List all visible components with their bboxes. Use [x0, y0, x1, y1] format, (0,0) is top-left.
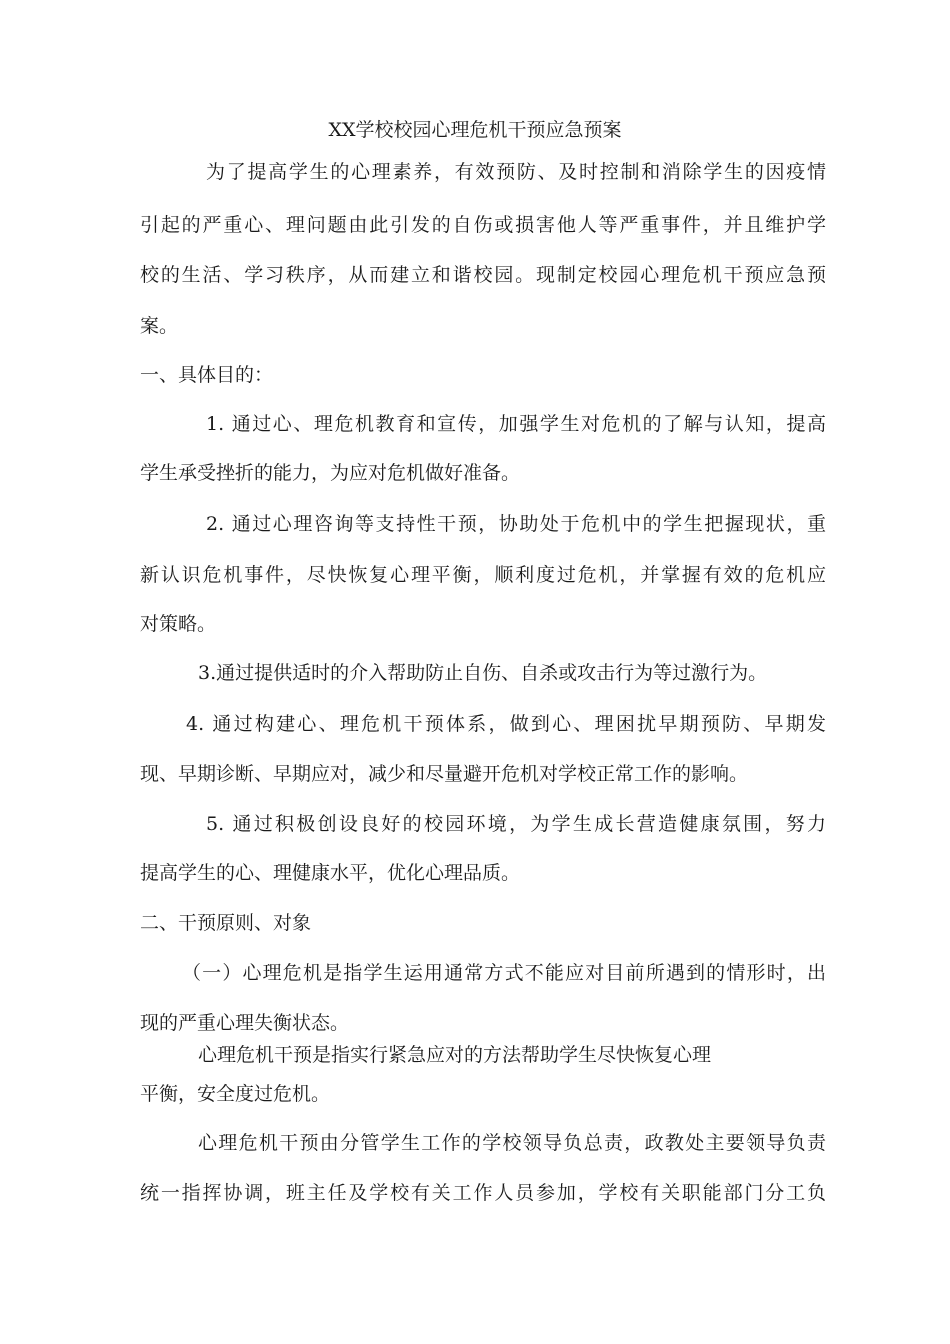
paragraph-line: 引起的严重心、理问题由此引发的自伤或损害他人等严重事件，并且维护学: [140, 214, 826, 236]
paragraph-line: 2. 通过心理咨询等支持性干预，协助处于危机中的学生把握现状，重: [206, 513, 826, 535]
paragraph-line: 5. 通过积极创设良好的校园环境，为学生成长营造健康氛围，努力: [206, 813, 826, 835]
paragraph-line: 平衡，安全度过危机。: [140, 1083, 331, 1105]
section-heading: 二、干预原则、对象: [140, 912, 312, 934]
paragraph-line: 统一指挥协调，班主任及学校有关工作人员参加，学校有关职能部门分工负: [140, 1182, 826, 1204]
paragraph-line: 提高学生的心、理健康水平，优化心理品质。: [140, 862, 521, 884]
paragraph-line: 学生承受挫折的能力，为应对危机做好准备。: [140, 462, 521, 484]
paragraph-line: 心理危机干预由分管学生工作的学校领导负总责，政教处主要领导负责: [198, 1132, 826, 1154]
section-heading: 一、具体目的：: [140, 364, 274, 386]
paragraph-line: 对策略。: [140, 613, 217, 635]
paragraph-line: 4. 通过构建心、理危机干预体系，做到心、理困扰早期预防、早期发: [186, 713, 826, 735]
paragraph-line: 心理危机干预是指实行紧急应对的方法帮助学生尽快恢复心理: [198, 1044, 712, 1066]
paragraph-line: 现的严重心理失衡状态。: [140, 1012, 350, 1034]
paragraph-line: 校的生活、学习秩序，从而建立和谐校园。现制定校园心理危机干预应急预: [140, 264, 826, 286]
document-title: XX学校校园心理危机干预应急预案: [328, 119, 622, 141]
paragraph-line: 为了提高学生的心理素养，有效预防、及时控制和消除学生的因疫情: [206, 161, 826, 183]
paragraph-line: 案。: [140, 315, 179, 337]
paragraph-line: 现、早期诊断、早期应对，减少和尽量避开危机对学校正常工作的影响。: [140, 763, 749, 785]
paragraph-line: 新认识危机事件，尽快恢复心理平衡，顺利度过危机，并掌握有效的危机应: [140, 564, 826, 586]
paragraph-line: 3.通过提供适时的介入帮助防止自伤、自杀或攻击行为等过激行为。: [198, 662, 768, 684]
paragraph-line: （一）心理危机是指学生运用通常方式不能应对目前所遇到的情形时，出: [182, 962, 826, 984]
paragraph-line: 1. 通过心、理危机教育和宣传，加强学生对危机的了解与认知，提高: [206, 413, 826, 435]
